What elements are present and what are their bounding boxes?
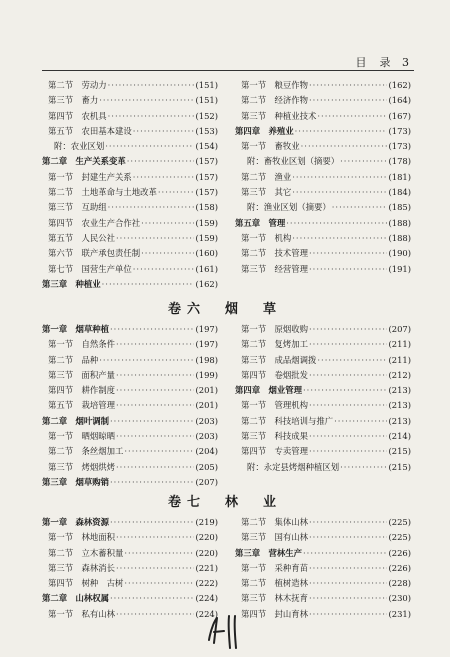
dot-leader <box>309 322 387 337</box>
toc-entry-title: 第三节 畜力 <box>48 95 99 106</box>
toc-entry-title: 第二节 植树造林 <box>241 578 308 589</box>
toc-entry-title: 第四节 树种 古树 <box>48 578 124 589</box>
dot-leader <box>133 262 195 277</box>
toc-chapter-entry <box>235 124 411 139</box>
toc-section-entry <box>42 368 218 383</box>
toc-entry-page: (211) <box>388 339 411 350</box>
toc-entry-page: (226) <box>388 547 411 558</box>
toc-entry-page: (151) <box>195 95 218 106</box>
toc-entry-page: (197) <box>195 339 218 350</box>
dot-leader <box>295 124 388 139</box>
toc-entry-page: (207) <box>195 476 218 487</box>
dot-leader <box>116 530 194 545</box>
toc-entry-page: (188) <box>388 232 411 243</box>
toc-section-entry <box>42 200 218 215</box>
toc-entry-page: (161) <box>195 263 218 274</box>
toc-entry-title: 第一节 畜牧业 <box>241 141 300 152</box>
toc-section-entry <box>235 561 411 576</box>
toc-entry-title: 第三章 营林生产 <box>235 547 302 558</box>
dot-leader <box>309 337 387 352</box>
toc-section-entry <box>235 139 411 154</box>
toc-section-entry <box>42 546 218 561</box>
toc-entry-title: 第四节 农业生产合作社 <box>48 217 141 228</box>
toc-entry-page: (213) <box>388 385 411 396</box>
dot-leader <box>309 429 387 444</box>
toc-entry-title: 第二节 技术管理 <box>241 248 308 259</box>
toc-entry-title: 第一节 采种育苗 <box>241 562 308 573</box>
toc-entry-page: (213) <box>388 415 411 426</box>
toc-entry-title: 第六节 联产承包责任制 <box>48 248 141 259</box>
toc-entry-title: 第二节 土地革命与土地改革 <box>48 187 157 198</box>
toc-entry-page: (212) <box>388 369 411 380</box>
toc-section-entry <box>42 231 218 246</box>
toc-entry-page: (231) <box>388 608 411 619</box>
toc-appendix-entry <box>235 460 411 475</box>
dot-leader <box>116 561 194 576</box>
toc-section-entry <box>42 185 218 200</box>
dot-leader <box>110 475 194 490</box>
dot-leader <box>292 185 387 200</box>
toc-entry-title: 第一节 管理机构 <box>241 400 308 411</box>
toc-section-entry <box>235 246 411 261</box>
toc-entry-title: 第四节 封山育林 <box>241 608 308 619</box>
toc-entry-title: 第三节 互助组 <box>48 202 107 213</box>
header-label: 目 录 <box>355 56 392 69</box>
volume6-left-column <box>42 322 218 490</box>
toc-section-entry <box>235 429 411 444</box>
toc-entry-page: (224) <box>195 593 218 604</box>
toc-entry-title: 第一节 机构 <box>241 232 292 243</box>
toc-section-entry <box>42 246 218 261</box>
toc-appendix-entry <box>42 139 218 154</box>
dot-leader <box>116 383 194 398</box>
toc-entry-title: 第三节 种植业技术 <box>241 110 317 121</box>
dot-leader <box>303 383 387 398</box>
toc-entry-title: 第三节 面积产量 <box>48 369 115 380</box>
dot-leader <box>127 154 195 169</box>
toc-chapter-entry <box>42 515 218 530</box>
dot-leader <box>340 460 387 475</box>
dot-leader <box>116 231 194 246</box>
dot-leader <box>309 262 387 277</box>
toc-entry-page: (157) <box>195 187 218 198</box>
dot-leader <box>309 591 387 606</box>
toc-entry-page: (188) <box>388 217 411 228</box>
toc-entry-page: (157) <box>195 171 218 182</box>
toc-section-entry <box>42 561 218 576</box>
toc-entry-title: 第一节 林地面积 <box>48 532 115 543</box>
volume7-right-column <box>235 515 411 622</box>
toc-entry-page: (159) <box>195 217 218 228</box>
toc-entry-page: (173) <box>388 141 411 152</box>
toc-section-entry <box>235 93 411 108</box>
toc-entry-page: (225) <box>388 532 411 543</box>
toc-section-entry <box>42 170 218 185</box>
toc-section-entry <box>235 185 411 200</box>
volume7-title: 卷七 林 业 <box>167 495 282 510</box>
toc-entry-title: 第一章 烟草种植 <box>42 324 109 334</box>
dot-leader <box>116 368 194 383</box>
block1-left-column <box>42 78 218 292</box>
dot-leader <box>309 515 387 530</box>
dot-leader <box>110 414 194 429</box>
dot-leader <box>309 246 387 261</box>
toc-section-entry <box>235 368 411 383</box>
toc-section-entry <box>42 530 218 545</box>
dot-leader <box>309 78 387 93</box>
toc-entry-title: 第二节 条丝烟加工 <box>48 446 124 457</box>
toc-entry-title: 第五节 栽培管理 <box>48 400 115 411</box>
dot-leader <box>124 444 194 459</box>
toc-section-entry <box>42 262 218 277</box>
toc-section-entry <box>235 262 411 277</box>
toc-entry-title: 第一节 原烟收购 <box>241 324 308 334</box>
toc-section-entry <box>42 429 218 444</box>
toc-chapter-entry <box>235 216 411 231</box>
dot-leader <box>309 368 387 383</box>
toc-entry-page: (181) <box>388 171 411 182</box>
toc-entry-page: (219) <box>195 517 218 527</box>
toc-section-entry <box>235 607 411 622</box>
dot-leader <box>309 530 387 545</box>
dot-leader <box>286 216 387 231</box>
header-page-number: 3 <box>402 56 410 69</box>
toc-entry-title: 第二节 经济作物 <box>241 95 308 106</box>
toc-entry-page: (162) <box>388 80 411 90</box>
toc-entry-title: 第三节 科技成果 <box>241 431 308 442</box>
dot-leader <box>317 353 387 368</box>
toc-entry-title: 第一节 晒烟晾晒 <box>48 431 115 442</box>
dot-leader <box>332 200 388 215</box>
toc-entry-page: (211) <box>388 354 411 365</box>
running-header <box>356 54 411 70</box>
toc-entry-page: (199) <box>195 369 218 380</box>
toc-entry-title: 第一节 粮豆作物 <box>241 80 308 90</box>
toc-entry-page: (204) <box>195 446 218 457</box>
toc-entry-title: 第三节 烤烟烘烤 <box>48 461 115 472</box>
toc-entry-page: (215) <box>388 446 411 457</box>
toc-entry-title: 第四章 烟业管理 <box>235 385 302 396</box>
toc-entry-page: (158) <box>195 202 218 213</box>
dot-leader <box>124 546 194 561</box>
dot-leader <box>116 429 194 444</box>
toc-entry-page: (184) <box>388 187 411 198</box>
dot-leader <box>116 607 194 622</box>
toc-entry-page: (185) <box>388 202 411 213</box>
toc-entry-title: 第二节 劳动力 <box>48 80 107 90</box>
block1-right-column <box>235 78 411 277</box>
toc-section-entry <box>42 124 218 139</box>
volume7-left-column <box>42 515 218 622</box>
dot-leader <box>116 398 194 413</box>
toc-appendix-entry <box>235 200 411 215</box>
toc-entry-page: (157) <box>195 156 218 167</box>
dot-leader <box>301 139 388 154</box>
toc-entry-page: (214) <box>388 431 411 442</box>
toc-entry-page: (203) <box>195 415 218 426</box>
toc-entry-page: (201) <box>195 385 218 396</box>
toc-entry-page: (197) <box>195 324 218 334</box>
toc-entry-title: 第一章 森林资源 <box>42 517 109 527</box>
dot-leader <box>340 154 387 169</box>
toc-entry-title: 第二节 渔业 <box>241 171 292 182</box>
dot-leader <box>292 231 387 246</box>
toc-section-entry <box>235 322 411 337</box>
toc-entry-title: 附：永定县烤烟种植区划 <box>247 461 340 472</box>
dot-leader <box>108 200 195 215</box>
dot-leader <box>110 322 194 337</box>
toc-chapter-entry <box>42 154 218 169</box>
toc-entry-page: (222) <box>195 578 218 589</box>
dot-leader <box>309 444 387 459</box>
toc-entry-title: 第三节 成品烟调拨 <box>241 354 317 365</box>
dot-leader <box>334 414 387 429</box>
volume6-title: 卷六 烟 草 <box>167 302 282 317</box>
toc-chapter-entry <box>42 277 218 292</box>
toc-section-entry <box>42 216 218 231</box>
toc-section-entry <box>42 78 218 93</box>
toc-entry-page: (159) <box>195 232 218 243</box>
dot-leader <box>99 93 194 108</box>
dot-leader <box>110 515 194 530</box>
dot-leader <box>116 460 194 475</box>
toc-entry-title: 附：农业区划 <box>54 141 105 152</box>
toc-entry-page: (173) <box>388 125 411 136</box>
toc-entry-page: (228) <box>388 578 411 589</box>
dot-leader <box>292 170 387 185</box>
toc-entry-title: 第二节 集体山林 <box>241 517 308 527</box>
toc-entry-page: (154) <box>195 141 218 152</box>
toc-entry-title: 第四章 养殖业 <box>235 125 294 136</box>
toc-entry-page: (198) <box>195 354 218 365</box>
toc-entry-page: (215) <box>388 461 411 472</box>
dot-leader <box>141 216 194 231</box>
toc-section-entry <box>42 576 218 591</box>
dot-leader <box>309 576 387 591</box>
dot-leader <box>99 353 194 368</box>
toc-entry-page: (225) <box>388 517 411 527</box>
toc-entry-title: 第二节 品种 <box>48 354 99 365</box>
toc-entry-title: 第二章 山林权属 <box>42 593 109 604</box>
toc-section-entry <box>42 460 218 475</box>
toc-entry-title: 第二章 烟叶调制 <box>42 415 109 426</box>
toc-chapter-entry <box>42 414 218 429</box>
dot-leader <box>309 561 387 576</box>
toc-entry-title: 第五节 人民公社 <box>48 232 115 243</box>
toc-entry-title: 附：畜牧业区划（摘要） <box>247 156 340 167</box>
toc-section-entry <box>235 353 411 368</box>
dot-leader <box>309 93 387 108</box>
toc-entry-page: (205) <box>195 461 218 472</box>
toc-entry-page: (167) <box>388 110 411 121</box>
dot-leader <box>102 277 195 292</box>
toc-entry-title: 第三章 种植业 <box>42 278 101 289</box>
dot-leader <box>108 109 195 124</box>
toc-entry-page: (191) <box>388 263 411 274</box>
toc-entry-page: (226) <box>388 562 411 573</box>
toc-section-entry <box>42 444 218 459</box>
toc-section-entry <box>235 515 411 530</box>
toc-section-entry <box>235 444 411 459</box>
toc-section-entry <box>235 231 411 246</box>
dot-leader <box>124 576 194 591</box>
toc-section-entry <box>42 607 218 622</box>
toc-entry-page: (190) <box>388 248 411 259</box>
toc-entry-page: (230) <box>388 593 411 604</box>
dot-leader <box>116 337 194 352</box>
toc-entry-page: (203) <box>195 431 218 442</box>
header-rule <box>42 70 414 71</box>
toc-chapter-entry <box>235 546 411 561</box>
toc-chapter-entry <box>42 475 218 490</box>
toc-entry-page: (178) <box>388 156 411 167</box>
toc-entry-title: 第三章 烟草购销 <box>42 476 109 487</box>
toc-entry-page: (164) <box>388 95 411 106</box>
toc-entry-title: 第二节 立木蓄积量 <box>48 547 124 558</box>
toc-section-entry <box>235 576 411 591</box>
toc-section-entry <box>235 337 411 352</box>
dot-leader <box>309 607 387 622</box>
toc-entry-title: 第二节 科技培训与推广 <box>241 415 334 426</box>
toc-entry-page: (207) <box>388 324 411 334</box>
dot-leader <box>105 139 194 154</box>
handwritten-mark <box>205 610 245 650</box>
toc-section-entry <box>235 530 411 545</box>
toc-entry-page: (220) <box>195 547 218 558</box>
toc-entry-title: 第三节 森林消长 <box>48 562 115 573</box>
toc-entry-title: 第一节 自然条件 <box>48 339 115 350</box>
toc-section-entry <box>235 414 411 429</box>
toc-entry-page: (153) <box>195 125 218 136</box>
toc-section-entry <box>42 109 218 124</box>
toc-entry-title: 第三节 经营管理 <box>241 263 308 274</box>
toc-entry-title: 第一节 封建生产关系 <box>48 171 132 182</box>
dot-leader <box>133 170 195 185</box>
toc-section-entry <box>235 398 411 413</box>
toc-section-entry <box>235 170 411 185</box>
volume6-right-column <box>235 322 411 475</box>
toc-section-entry <box>42 353 218 368</box>
toc-section-entry <box>235 78 411 93</box>
toc-entry-page: (151) <box>195 80 218 90</box>
toc-entry-page: (224) <box>195 608 218 619</box>
toc-entry-page: (213) <box>388 400 411 411</box>
toc-entry-title: 第四节 耕作制度 <box>48 385 115 396</box>
dot-leader <box>108 78 195 93</box>
toc-section-entry <box>235 591 411 606</box>
dot-leader <box>309 398 387 413</box>
toc-entry-title: 第三节 国有山林 <box>241 532 308 543</box>
toc-chapter-entry <box>235 383 411 398</box>
toc-entry-page: (152) <box>195 110 218 121</box>
toc-entry-title: 第二章 生产关系变革 <box>42 156 126 167</box>
dot-leader <box>110 591 194 606</box>
toc-entry-page: (221) <box>195 562 218 573</box>
toc-entry-page: (162) <box>195 278 218 289</box>
toc-entry-page: (160) <box>195 248 218 259</box>
toc-entry-title: 第三节 林木抚育 <box>241 593 308 604</box>
toc-section-entry <box>42 337 218 352</box>
dot-leader <box>141 246 194 261</box>
toc-entry-page: (220) <box>195 532 218 543</box>
toc-entry-title: 第四节 卷烟批发 <box>241 369 308 380</box>
toc-entry-title: 第二节 复烤加工 <box>241 339 308 350</box>
dot-leader <box>303 546 387 561</box>
toc-entry-title: 第一节 私有山林 <box>48 608 115 619</box>
toc-entry-title: 第四节 专卖管理 <box>241 446 308 457</box>
dot-leader <box>133 124 195 139</box>
toc-entry-title: 第五节 农田基本建设 <box>48 125 132 136</box>
toc-entry-title: 第四节 农机具 <box>48 110 107 121</box>
toc-entry-title: 第三节 其它 <box>241 187 292 198</box>
dot-leader <box>317 109 387 124</box>
dot-leader <box>158 185 195 200</box>
toc-chapter-entry <box>42 322 218 337</box>
toc-entry-title: 第五章 管理 <box>235 217 286 228</box>
toc-appendix-entry <box>235 154 411 169</box>
toc-section-entry <box>42 398 218 413</box>
toc-section-entry <box>42 93 218 108</box>
toc-entry-title: 第七节 国营生产单位 <box>48 263 132 274</box>
toc-entry-page: (201) <box>195 400 218 411</box>
toc-section-entry <box>42 383 218 398</box>
toc-chapter-entry <box>42 591 218 606</box>
toc-section-entry <box>235 109 411 124</box>
toc-entry-title: 附：渔业区划（摘要） <box>247 202 331 213</box>
